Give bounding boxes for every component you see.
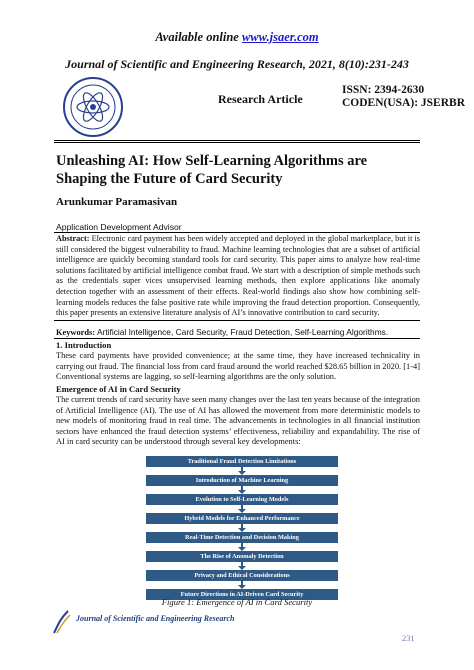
flow-step-future-directions: Future Directions in AI-Driven Card Security: [146, 589, 338, 600]
emergence-heading: Emergence of AI in Card Security: [56, 384, 181, 394]
available-prefix: Available online: [155, 30, 242, 44]
journal-footer-logo-icon: [52, 609, 72, 635]
keywords-text: Artificial Intelligence, Card Security, Fraud Detection, Self-Learning Algorithms.: [95, 327, 389, 337]
keywords-divider-bottom: [54, 338, 420, 339]
flow-step-anomaly-detection: The Rise of Anomaly Detection: [146, 551, 338, 562]
emergence-paragraph: The current trends of card security have seen many changes over the last ten years because of the integration of Artificial Intelligence (AI). The use of AI has allowed the movement from more deterministic models to new models of monitoring fraud in real time. The advancements in technologies in all financial institution sectors have enhanced the fraud detection systems’ effectiveness, reliability and expandability. The rise of AI in card security can be understood through several key developments:: [56, 395, 420, 447]
emergence-flow-diagram: [146, 456, 338, 600]
keywords-divider: [54, 320, 420, 321]
header-divider: [54, 140, 420, 141]
footer-journal-name: Journal of Scientific and Engineering Research: [76, 614, 235, 623]
flow-step-traditional-limitations: Traditional Fraud Detection Limitations: [146, 456, 338, 467]
flow-arrow-icon: [146, 581, 338, 589]
coden-label: CODEN(USA): JSERBR: [342, 97, 465, 109]
journal-logo-icon: [62, 76, 124, 138]
article-type-label: Research Article: [218, 92, 303, 106]
available-online-line: [0, 30, 474, 45]
author-affiliation: Application Development Advisor: [56, 222, 182, 232]
flow-arrow-icon: [146, 486, 338, 494]
flow-arrow-icon: [146, 505, 338, 513]
flow-step-privacy-ethics: Privacy and Ethical Considerations: [146, 570, 338, 581]
page-number: 231: [402, 634, 415, 643]
flow-arrow-icon: [146, 543, 338, 551]
flow-step-self-learning: Evolution to Self-Learning Models: [146, 494, 338, 505]
abstract-text: Electronic card payment has been widely accepted and deployed in the global marketplace, but it is still considered the biggest vulnerability to fraud. Machine learning technologies that are a subset of artificial intelligence are quickly becoming standard tools for card security. This paper aims to analyze how real-time solutions facilitated by artificial intelligence combat fraud. We start with a description of simple methods such as the credentials super vices unsupervised learning methods, then explore applications like anomaly detection together with an assessment of their effects. Real-world findings also show how combining self-learning models reduces the false positive rate while improving the fraud detection proportion. Consequently, this paper presents an extensive literature analysis of AI’s innovative contribution to card security.: [56, 234, 420, 318]
paper-title: Unleashing AI: How Self-Learning Algorithms are Shaping the Future of Card Security: [56, 153, 368, 187]
abstract-label: Abstract:: [56, 234, 90, 243]
flow-arrow-icon: [146, 524, 338, 532]
header-divider-thin: [54, 142, 420, 143]
flow-step-real-time: Real-Time Detection and Decision Making: [146, 532, 338, 543]
keywords-label: Keywords:: [56, 328, 96, 337]
flow-arrow-icon: [146, 562, 338, 570]
issn-label: ISSN: 2394-2630: [342, 84, 425, 96]
flow-arrow-icon: [146, 467, 338, 475]
introduction-heading: 1. Introduction: [56, 340, 112, 350]
flow-step-machine-learning: Introduction of Machine Learning: [146, 475, 338, 486]
abstract-paragraph: [56, 234, 420, 319]
keywords-line: [56, 327, 420, 337]
journal-website-link[interactable]: www.jsaer.com: [241, 30, 319, 44]
journal-citation: Journal of Scientific and Engineering Research, 2021, 8(10):231-243: [65, 57, 409, 71]
abstract-divider: [54, 232, 420, 233]
introduction-paragraph: These card payments have provided convenience; at the same time, they have increased technicality in carrying out fraud. The financial loss from card fraud around the world reached $28.65 billion in 2020. [1-4] Conventional systems are lagging, so self-learning algorithms are the only solution.: [56, 351, 420, 382]
figure-caption: Figure 1: Emergence of AI in Card Security: [161, 597, 313, 607]
author-name: Arunkumar Paramasivan: [56, 196, 178, 208]
flow-step-hybrid-models: Hybrid Models for Enhanced Performance: [146, 513, 338, 524]
